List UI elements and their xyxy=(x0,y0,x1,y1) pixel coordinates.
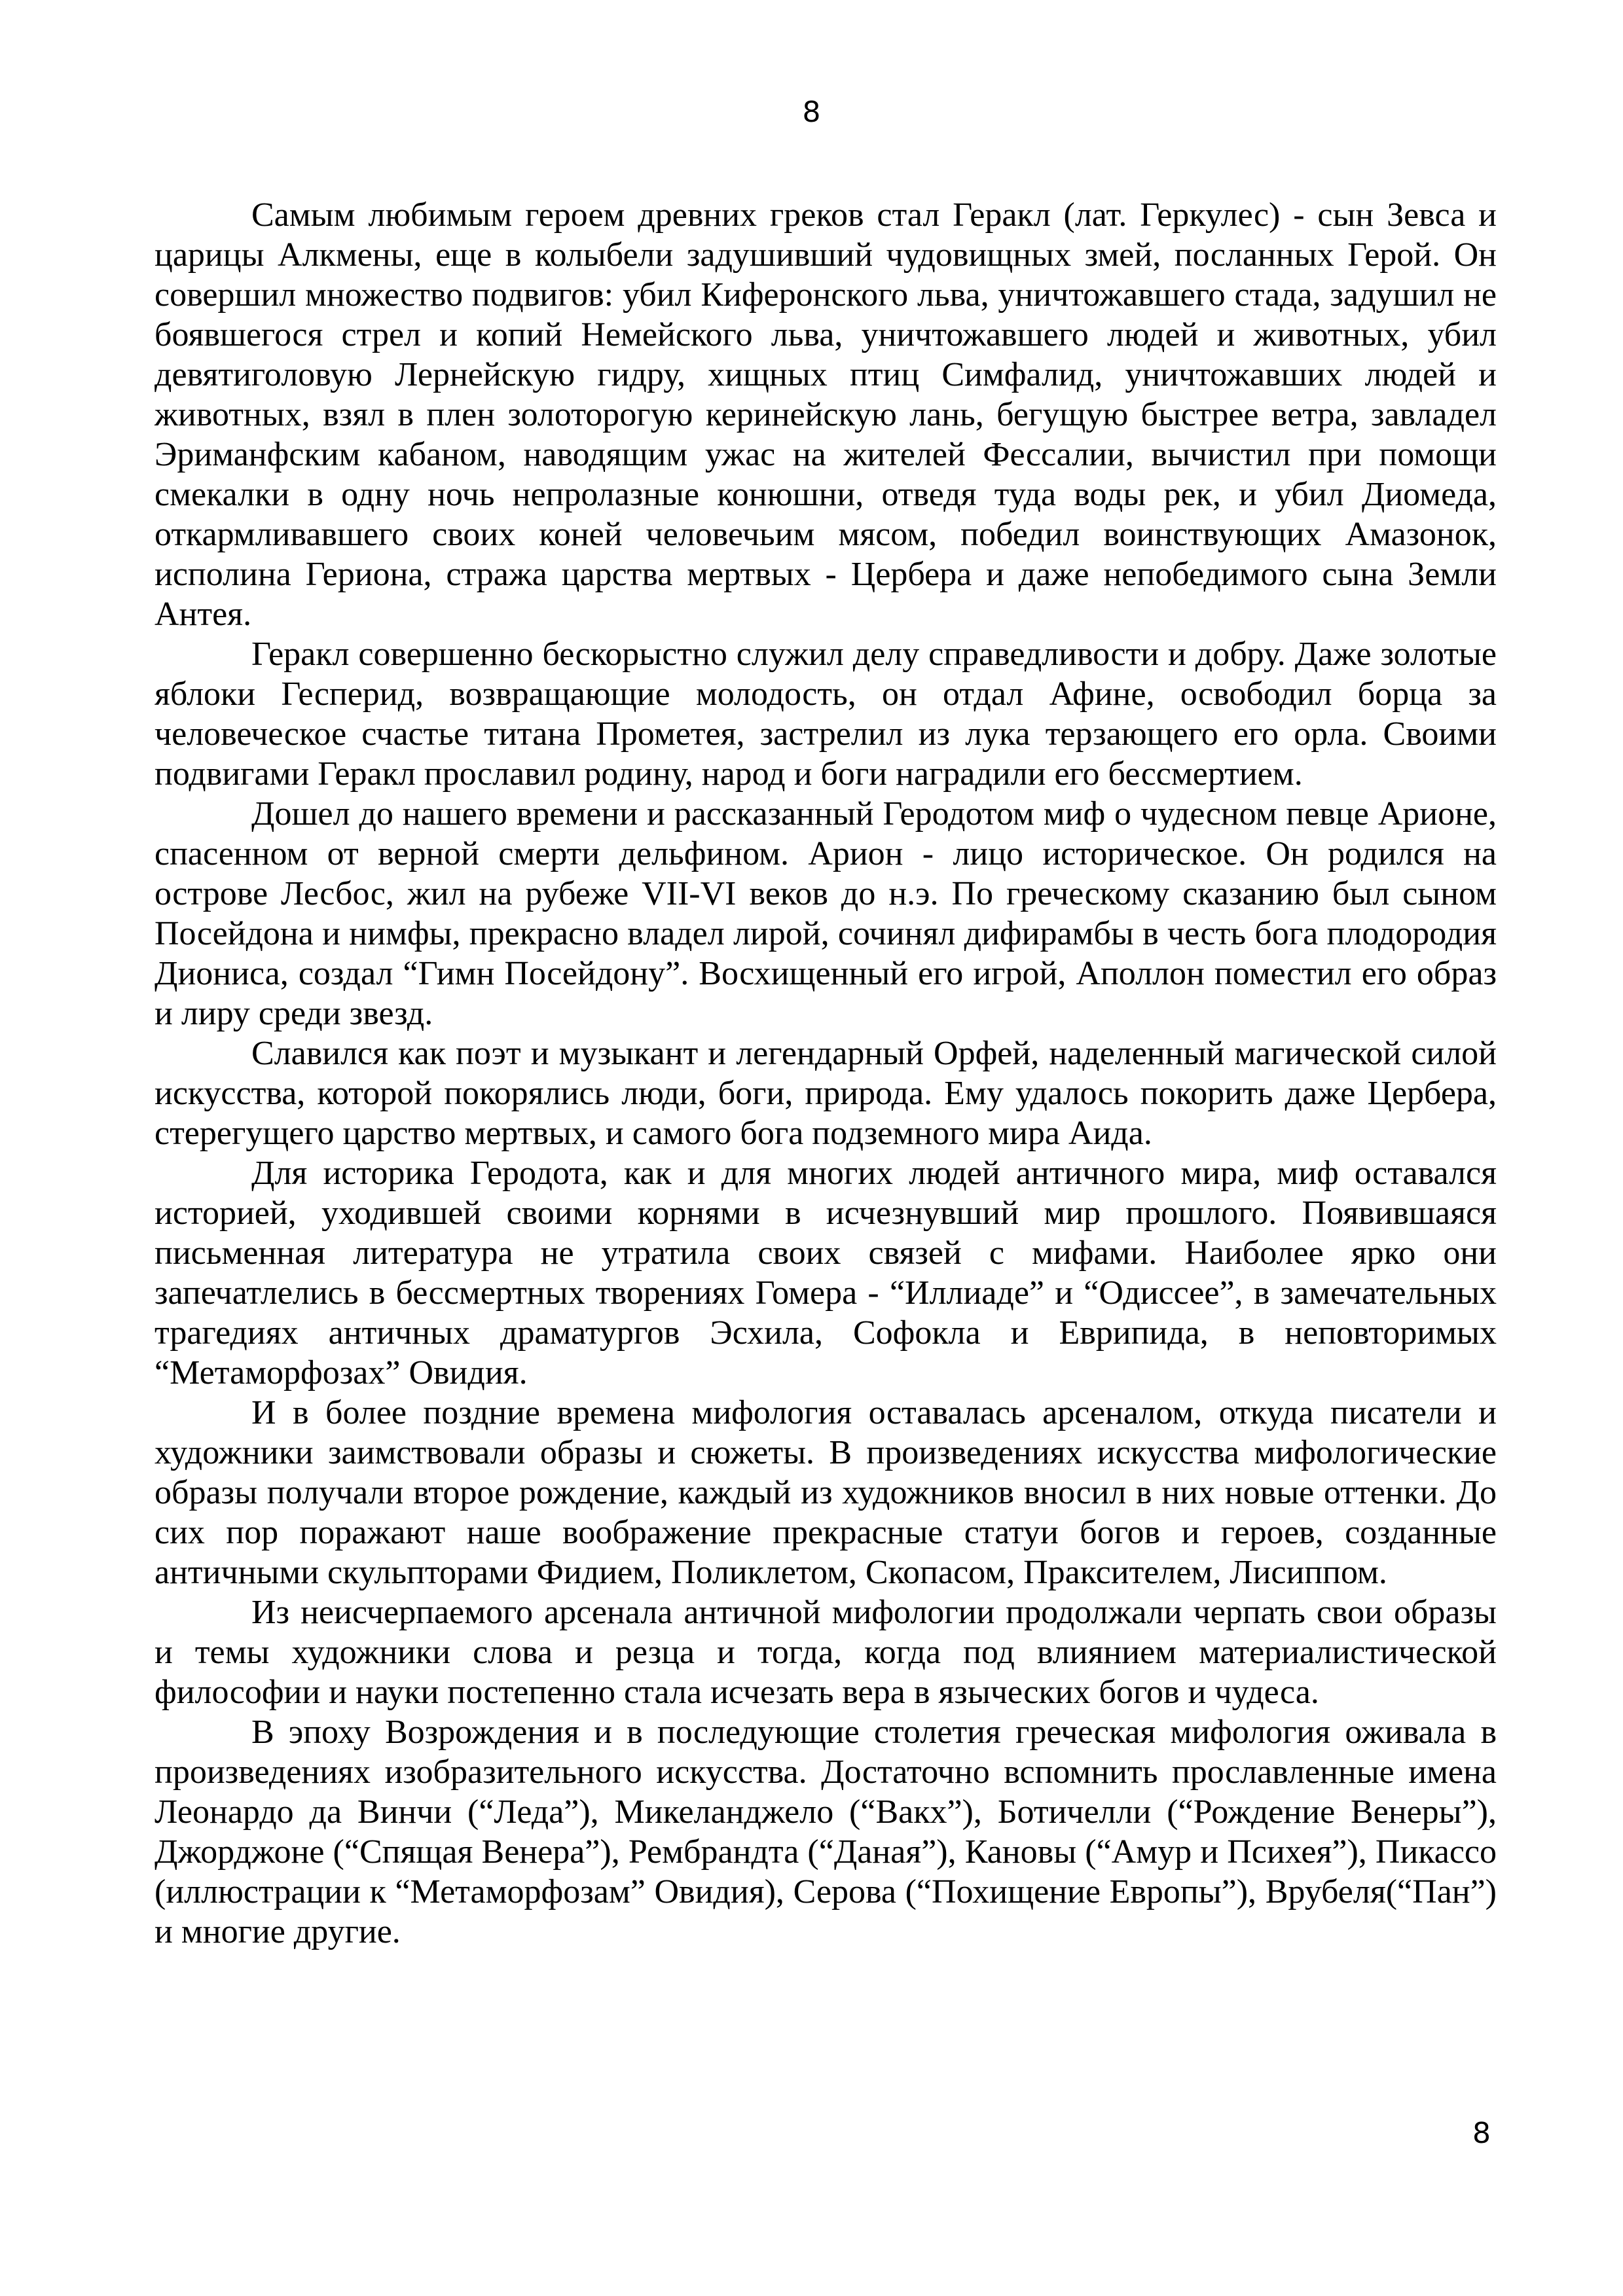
paragraph-inexhaustible-arsenal: Из неисчерпаемого арсенала античной мифологии продолжали черпать свои образы и темы художники слова и резца и тогда, когда под влиянием материалистической философии и науки постепенно стала исчезать вера в языческих богов и чудеса. xyxy=(155,1594,1497,1711)
paragraph-renaissance: В эпоху Возрождения и в последующие столетия греческая мифология оживала в произведениях изобразительного искусства. Достаточно вспомнить прославленные имена Леонардо да Винчи (“Леда”), Микеланджело (“Вакх”), Ботичелли (“Рождение Венеры”), Джорджоне (“Спящая Венера”), Рембрандта (“Даная”), Кановы (“Амур и Психея”), Пикассо (иллюстрации к “Метаморфозам” Овидия), Серова (“Похищение Европы”), Врубеля(“Пан”) и многие другие. xyxy=(155,1713,1497,1950)
paragraph-arion: Дошел до нашего времени и рассказанный Геродотом миф о чудесном певце Арионе, спасенном от верной смерти дельфином. Арион - лицо историческое. Он родился на острове Лесбос, жил на рубеже VII-VI веков до н.э. По греческому сказанию был сыном Посейдона и нимфы, прекрасно владел лирой, сочинял дифирамбы в честь бога плодородия Диониса, создал “Гимн Посейдону”. Восхищенный его игрой, Аполлон поместил его образ и лиру среди звезд. xyxy=(155,795,1497,1032)
page-number-top: 8 xyxy=(802,96,821,129)
paragraph-orpheus: Славился как поэт и музыкант и легендарный Орфей, наделенный магической силой искусства, которой покорялись люди, боги, природа. Ему удалось покорить даже Цербера, стерегущего царство мертвых, и самого бога подземного мира Аида. xyxy=(155,1035,1497,1152)
page-number-bottom: 8 xyxy=(1472,2117,1491,2150)
paragraph-later-times: И в более поздние времена мифология оставалась арсеналом, откуда писатели и художники заимствовали образы и сюжеты. В произведениях искусства мифологические образы получали второе рождение, каждый из художников вносил в них новые оттенки. До сих пор поражают наше воображение прекрасные статуи богов и героев, созданные античными скульпторами Фидием, Поликлетом, Скопасом, Праксителем, Лисиппом. xyxy=(155,1394,1497,1591)
paragraph-heracles: Самым любимым героем древних греков стал Геракл (лат. Геркулес) - сын Зевса и царицы Алкмены, еще в колыбели задушивший чудовищных змей, посланных Герой. Он совершил множество подвигов: убил Киферонского льва, уничтожавшего стада, задушил не боявшегося стрел и копий Немейского льва, уничтожавшего людей и животных, убил девятиголовую Лернейскую гидру, хищных птиц Симфалид, уничтожавших людей и животных, взял в плен золоторогую керинейскую лань, бегущую быстрее ветра, завладел Эриманфским кабаном, наводящим ужас на жителей Фессалии, вычистил при помощи смекалки в одну ночь непролазные конюшни, отведя туда воды рек, и убил Диомеда, откармливавшего своих коней человечьим мясом, победил воинствующих Амазонок, исполина Гериона, стража царства мертвых - Цербера и даже непобедимого сына Земли Антея. xyxy=(155,196,1497,633)
paragraph-heracles-selfless: Геракл совершенно бескорыстно служил делу справедливости и добру. Даже золотые яблоки Гесперид, возвращающие молодость, он отдал Афине, освободил борца за человеческое счастье титана Прометея, застрелил из лука терзающего его орла. Своими подвигами Геракл прославил родину, народ и боги наградили его бессмертием. xyxy=(155,636,1497,793)
document-body xyxy=(155,195,1497,1952)
paragraph-herodotus: Для историка Геродота, как и для многих людей античного мира, миф оставался историей, уходившей своими корнями в исчезнувший мир прошлого. Появившаяся письменная литература не утратила своих связей с мифами. Наиболее ярко они запечатлелись в бессмертных творениях Гомера - “Иллиаде” и “Одиссее”, в замечательных трагедиях античных драматургов Эсхила, Софокла и Еврипида, в неповторимых “Метаморфозах” Овидия. xyxy=(155,1155,1497,1391)
